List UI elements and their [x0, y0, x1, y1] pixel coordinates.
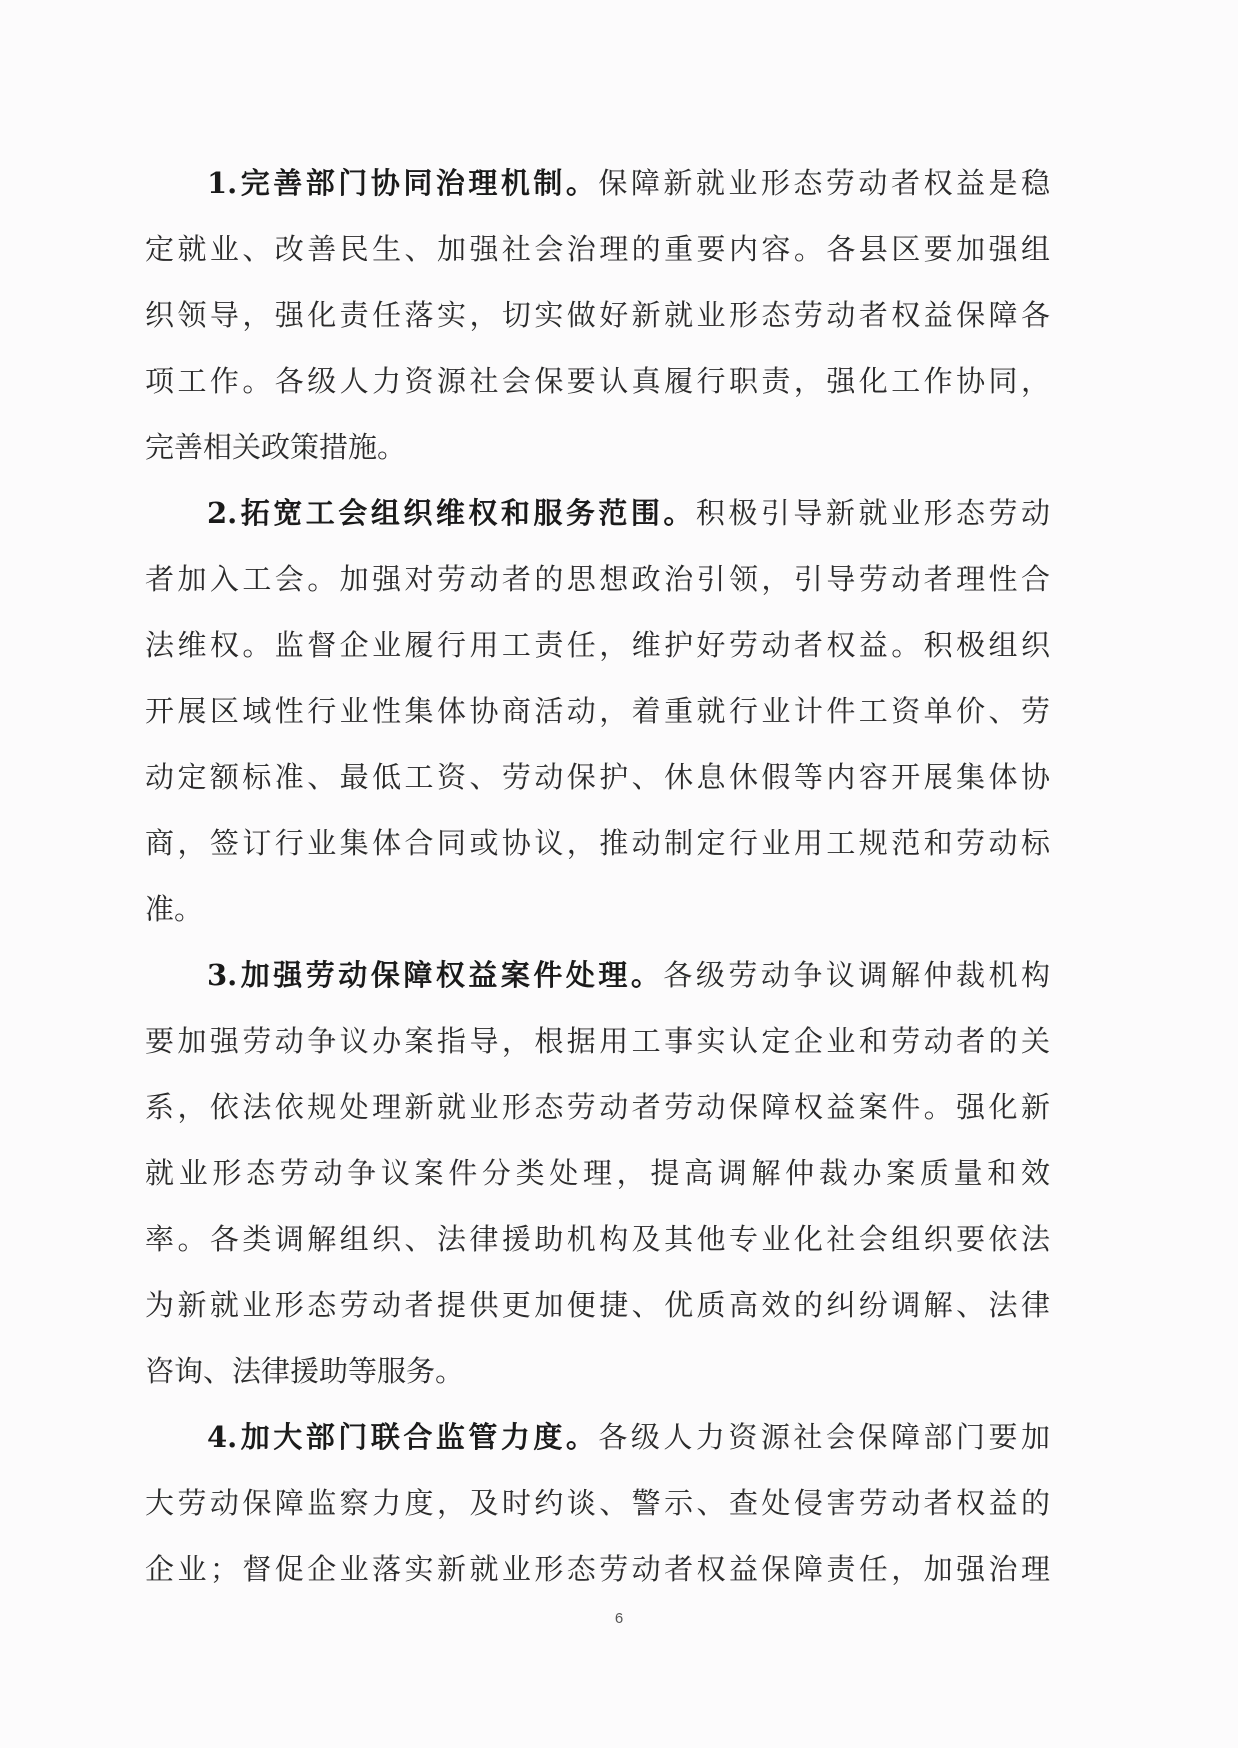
section-3-heading: 加强劳动保障权益案件处理。: [237, 958, 664, 992]
section-2-line: 准。: [145, 892, 204, 926]
section-3-text: 各级劳动争议调解仲裁机构: [663, 958, 1050, 992]
section-4-heading: 加大部门联合监管力度。: [237, 1420, 599, 1454]
section-2-line: 者加入工会。加强对劳动者的思想政治引领，引导劳动者理性合: [145, 562, 1050, 596]
section-2-heading: 拓宽工会组织维权和服务范围。: [237, 496, 696, 530]
section-1-line: 项工作。各级人力资源社会保要认真履行职责，强化工作协同，: [145, 364, 1050, 398]
section-1-heading: 完善部门协同治理机制。: [237, 166, 599, 200]
section-4-line: 大劳动保障监察力度，及时约谈、警示、查处侵害劳动者权益的: [145, 1486, 1050, 1520]
page-number: 6: [614, 1610, 624, 1627]
section-4-first-line: [207, 1417, 1050, 1457]
section-2-line: 动定额标准、最低工资、劳动保护、休息休假等内容开展集体协: [145, 760, 1050, 794]
section-3-line: 就业形态劳动争议案件分类处理，提高调解仲裁办案质量和效: [145, 1156, 1050, 1190]
section-4-line: 企业；督促企业落实新就业形态劳动者权益保障责任，加强治理: [145, 1552, 1050, 1586]
section-1-line: 织领导，强化责任落实，切实做好新就业形态劳动者权益保障各: [145, 298, 1050, 332]
section-3-first-line: [207, 955, 1050, 995]
section-1-line: 完善相关政策措施。: [145, 430, 407, 464]
section-2-number: 2.: [207, 496, 238, 530]
section-2-line: 开展区域性行业性集体协商活动，着重就行业计件工资单价、劳: [145, 694, 1050, 728]
section-1-first-line: [207, 163, 1050, 203]
section-3-line: 要加强劳动争议办案指导，根据用工事实认定企业和劳动者的关: [145, 1024, 1050, 1058]
section-1-line: 定就业、改善民生、加强社会治理的重要内容。各县区要加强组: [145, 232, 1050, 266]
section-3-number: 3.: [207, 958, 238, 992]
section-2-first-line: [207, 493, 1050, 533]
section-1-text: 保障新就业形态劳动者权益是稳: [598, 166, 1050, 200]
section-2-line: 法维权。监督企业履行用工责任，维护好劳动者权益。积极组织: [145, 628, 1050, 662]
section-1-number: 1.: [207, 166, 238, 200]
section-4-text: 各级人力资源社会保障部门要加: [598, 1420, 1050, 1454]
section-3-line: 率。各类调解组织、法律援助机构及其他专业化社会组织要依法: [145, 1222, 1050, 1256]
section-2-line: 商，签订行业集体合同或协议，推动制定行业用工规范和劳动标: [145, 826, 1050, 860]
section-3-line: 系，依法依规处理新就业形态劳动者劳动保障权益案件。强化新: [145, 1090, 1050, 1124]
section-3-line: 为新就业形态劳动者提供更加便捷、优质高效的纠纷调解、法律: [145, 1288, 1050, 1322]
section-4-number: 4.: [207, 1420, 238, 1454]
section-2-text: 积极引导新就业形态劳动: [695, 496, 1050, 530]
section-3-line: 咨询、法律援助等服务。: [145, 1354, 465, 1388]
